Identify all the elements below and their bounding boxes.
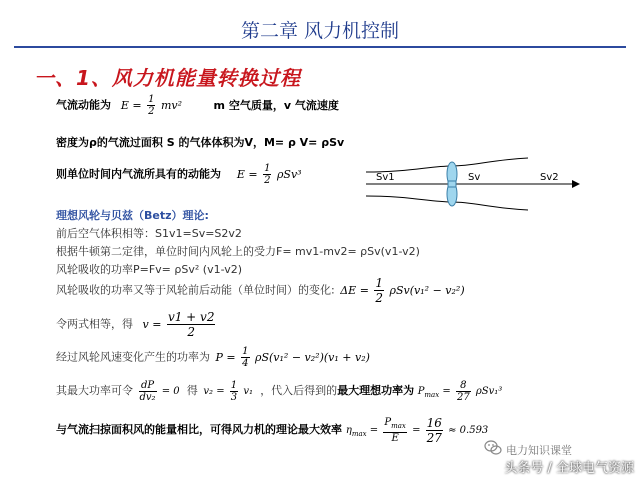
page-title: 第二章 风力机控制 [240,20,400,42]
kinetic-energy-formula [120,94,186,117]
section-heading: 一、1、风力机能量转换过程 [34,66,301,90]
formula-rest: ρSv₁³ [475,386,503,397]
formula-fraction [230,380,238,403]
unit-time-energy-line [56,163,302,186]
footer-brand: 电力知识课堂 [506,444,572,457]
fraction-numerator: 1 [264,163,271,174]
fraction-numerator [383,417,407,433]
max-ideal-power-label: 最大理想功率为 [337,384,415,397]
wechat-icon [484,440,502,456]
stream-tube-diagram [360,152,580,216]
fraction-denominator: dv₂ [139,392,156,403]
fraction-denominator: 3 [230,392,238,403]
label-sv2: Sv2 [540,172,559,183]
formula-fraction [167,310,216,339]
pmax-symbol: P [417,386,425,397]
formula-rest: mv² [160,98,183,112]
power-from-speed-change-label: 经过风轮风速变化产生的功率为 [56,350,210,364]
power-formula [215,346,370,369]
derivative-fraction [139,380,157,403]
equals-sign: = [369,425,379,436]
formula-fraction [263,163,271,186]
fraction-denominator: 27 [426,431,442,445]
fraction-denominator: 2 [148,106,155,117]
betz-fraction [426,416,443,445]
derivative-condition [137,380,183,403]
fraction-numerator: 1 [242,346,249,357]
label-sv: Sv [468,172,481,183]
betz-theory-heading: 理想风轮与贝兹（Betz）理论: [56,209,209,222]
variable-note: m 空气质量，v 气流速度 [213,98,339,112]
efficiency-formula [345,416,489,445]
fraction-denominator: 2 [187,325,196,339]
unit-time-energy-label: 则单位时间内气流所具有的动能为 [56,167,221,181]
efficiency-ratio-fraction [383,417,407,444]
fraction-numerator: 1 [148,94,155,105]
formula-lhs: ΔE = [340,283,369,297]
fraction-numerator: 16 [426,416,442,430]
absorbed-power-line: 风轮吸收的功率P=Fv= ρSv² (v1-v2) [56,263,243,276]
newton-force-line: 根据牛顿第二定律，单位时间内风轮上的受力F= mv1-mv2= ρSv(v1-v2) [56,245,420,258]
fraction-numerator: 1 [375,276,384,290]
energy-change-label: 风轮吸收的功率又等于风轮前后动能（单位时间）的变化: [56,283,335,297]
formula-fraction [241,346,249,369]
fraction-numerator: v1 + v2 [167,310,215,324]
pmax-subscript: max [424,391,440,399]
equate-label: 令两式相等，得 [56,317,133,331]
numerator-subscript: max [391,422,406,430]
fraction-denominator: 27 [456,392,470,403]
formula-fraction [456,380,471,403]
equals-sign: = [412,425,421,436]
equals-sign: = [442,386,451,397]
rotor-hub [448,181,456,187]
label-sv1: Sv1 [376,172,395,183]
fraction-numerator: dP [139,380,157,392]
numerator-symbol: P [384,417,392,428]
formula-rest: v₁ [243,386,253,397]
kinetic-energy-label: 气流动能为 [56,98,111,112]
formula-rest: ρSv³ [276,167,302,181]
formula-lhs: P = [215,350,236,364]
volume-equality-line: 前后空气体积相等：S1v1=Sv=S2v2 [56,227,242,240]
betz-limit-value: ≈ 0.593 [448,425,489,436]
unit-time-energy-formula [236,163,302,186]
power-from-speed-change-line [56,346,370,369]
energy-change-formula [340,276,465,305]
mean-velocity-formula [142,310,218,339]
fraction-denominator: E [391,433,399,444]
max-efficiency-label: 与气流扫掠面积风的能量相比，可得风力机的理论最大效率 [56,423,342,436]
fraction-denominator: 4 [242,358,249,369]
formula-lhs: v₂ = [203,386,225,397]
fraction-denominator: 2 [264,175,271,186]
fraction-numerator: 1 [230,380,238,391]
substitute-label: ，代入后得到的 [260,384,338,397]
then-label: 得 [186,384,198,397]
max-power-intro: 其最大功率可令 [56,384,133,397]
pmax-formula [417,380,503,403]
max-efficiency-line [56,416,488,445]
density-volume-line: 密度为ρ的气流过面积 S 的气体体积为V，M= ρ V= ρSv [56,136,345,149]
eta-symbol: η [345,425,352,436]
max-power-line [56,380,502,403]
kinetic-energy-line [56,94,339,117]
axis-arrowhead [572,180,580,188]
formula-fraction [147,94,155,117]
fraction-denominator: 2 [375,291,384,305]
formula-lhs: E = [236,167,258,181]
eta-subscript: max [351,430,367,438]
energy-change-line [56,276,465,305]
formula-lhs: E = [120,98,142,112]
watermark: 头条号 / 全球电气资源 [504,461,634,476]
formula-lhs: v = [142,317,162,331]
formula-fraction [374,276,384,305]
v2-formula [203,380,256,403]
fraction-numerator: 8 [456,380,471,392]
equate-line [56,310,217,339]
title-divider [14,46,626,48]
formula-rest: ρS(v₁² − v₂²)(v₁ + v₂) [255,350,370,364]
equals-zero: = 0 [161,386,180,397]
formula-rest: ρSv(v₁² − v₂²) [389,283,465,297]
